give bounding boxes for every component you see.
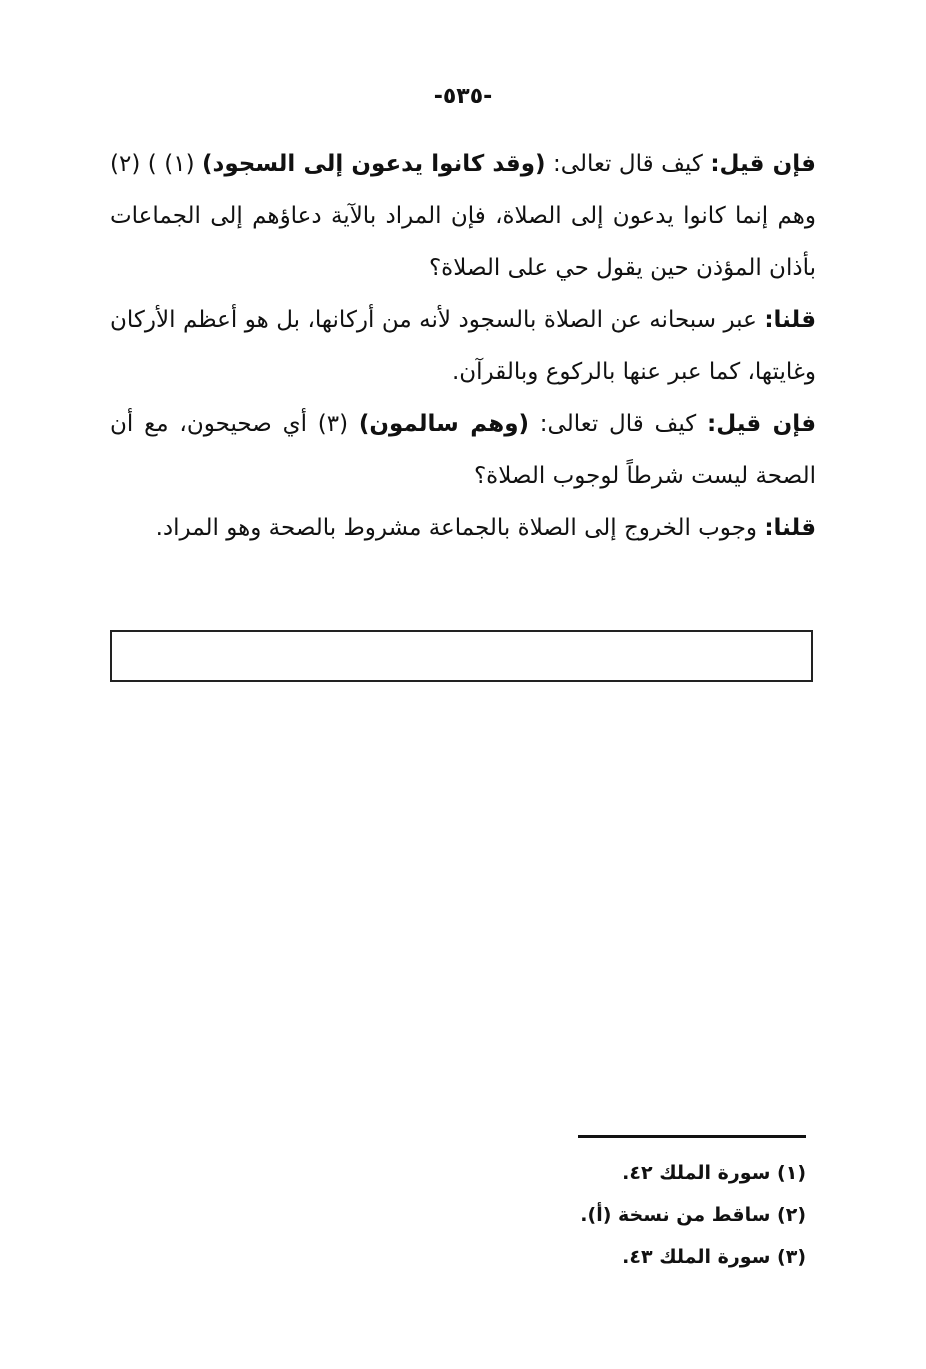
paragraph-text: كيف قال تعالى: — [545, 151, 711, 177]
main-text — [110, 138, 816, 554]
footnote-separator — [578, 1135, 806, 1138]
footnote-item: (١) سورة الملك ٤٢. — [622, 1162, 806, 1184]
footnote-item: (٢) ساقط من نسخة (أ). — [580, 1204, 806, 1226]
question-label: فإن قيل: — [710, 151, 816, 177]
paragraph-text: (١) ) (٢) وهم إنما كانوا يدعون إلى الصلاة، فإن المراد بالآية دعاؤهم إلى الجماعات بأذان المؤذن حين يقول حي على الصلاة؟ — [110, 151, 816, 281]
quranic-verse: (وقد كانوا يدعون إلى السجود) — [202, 151, 546, 177]
page-number: -٥٣٥- — [433, 84, 493, 109]
question-label: فإن قيل: — [707, 411, 817, 437]
paragraph-answer-1 — [110, 294, 816, 398]
paragraph-text: كيف قال تعالى: — [529, 411, 708, 437]
answer-label: قلنا: — [764, 307, 816, 333]
answer-label: قلنا: — [764, 515, 816, 541]
paragraph-question-2 — [110, 398, 816, 502]
paragraph-question-1 — [110, 138, 816, 294]
quranic-verse: (وهم سالمون) — [358, 411, 530, 437]
paragraph-text: وجوب الخروج إلى الصلاة بالجماعة مشروط بالصحة وهو المراد. — [155, 515, 765, 541]
footnotes — [520, 1152, 806, 1278]
paragraph-text: (٣) أي صحيحون، مع أن الصحة ليست شرطاً لوجوب الصلاة؟ — [110, 411, 816, 489]
paragraph-answer-2 — [110, 502, 816, 554]
footnote-item: (٣) سورة الملك ٤٣. — [622, 1246, 806, 1268]
paragraph-text: عبر سبحانه عن الصلاة بالسجود لأنه من أركانها، بل هو أعظم الأركان وغايتها، كما عبر عنها بالركوع وبالقرآن. — [110, 307, 816, 385]
empty-frame-box — [110, 630, 813, 682]
